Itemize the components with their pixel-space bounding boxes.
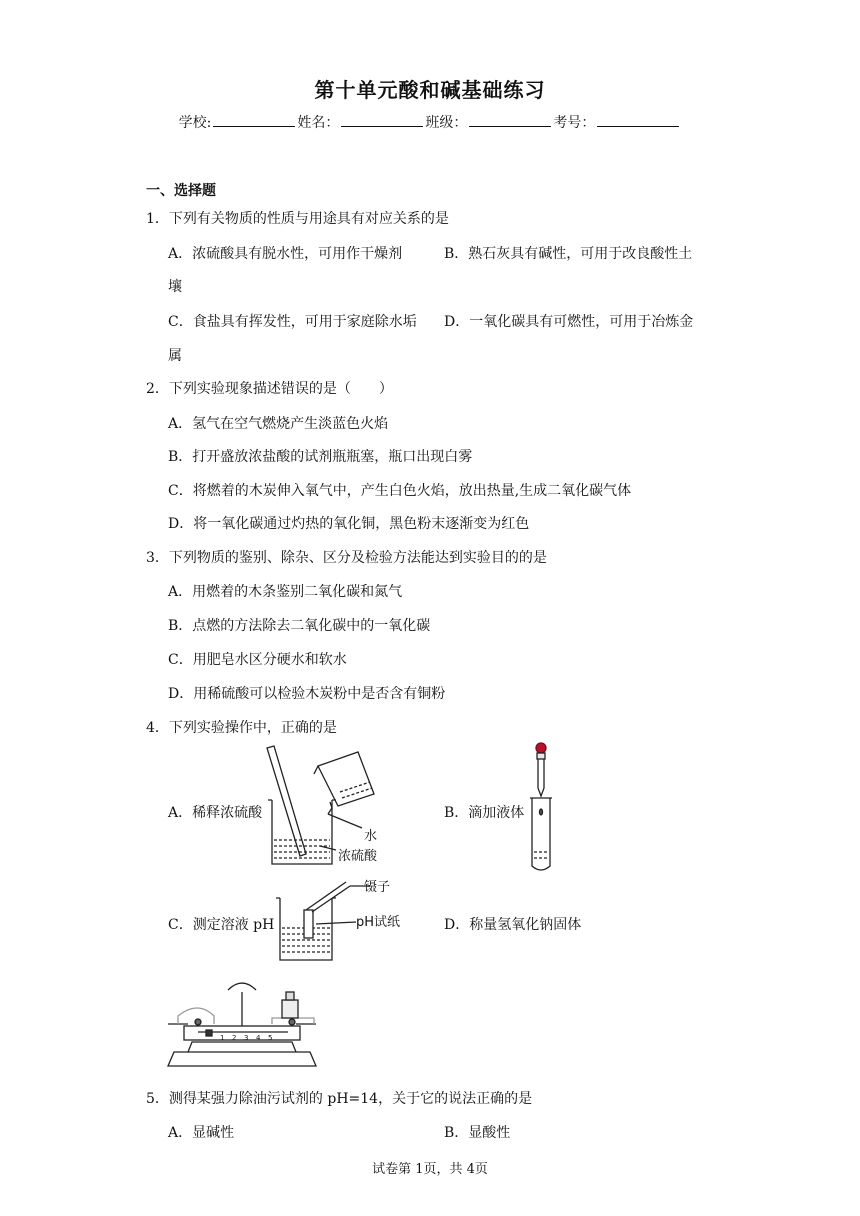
q4-option-b[interactable]: B．滴加液体 [444, 805, 525, 821]
scale-tick-4: 4 [256, 1034, 261, 1042]
q1-option-d[interactable]: D．一氧化碳具有可燃性，可用于冶炼金 [444, 314, 694, 330]
name-blank[interactable] [341, 112, 423, 127]
q3-option-d[interactable]: D．用稀硫酸可以检验木炭粉中是否含有铜粉 [168, 686, 446, 702]
balance-scale-figure [158, 970, 326, 1074]
exam-no-blank[interactable] [597, 112, 679, 127]
beaker-dilution-figure [262, 744, 402, 868]
water-label: 水 [364, 829, 378, 844]
q5-option-b[interactable]: B．显酸性 [444, 1125, 511, 1141]
q3-option-c[interactable]: C．用肥皂水区分硬水和软水 [168, 652, 347, 668]
q4-option-a[interactable]: A．稀释浓硫酸 [168, 805, 263, 821]
q5-stem: 5．测得某强力除油污试剂的 pH=14，关于它的说法正确的是 [146, 1091, 533, 1107]
q1-stem: 1．下列有关物质的性质与用途具有对应关系的是 [146, 211, 449, 227]
q1-option-c[interactable]: C．食盐具有挥发性，可用于家庭除水垢 [168, 314, 417, 330]
page-footer: 试卷第 1页，共 4页 [372, 1162, 488, 1177]
class-blank[interactable] [469, 112, 551, 127]
scale-tick-5: 5 [268, 1034, 273, 1042]
exam-no-label: 考号： [553, 115, 596, 131]
scale-tick-2: 2 [232, 1034, 237, 1042]
dropper-test-tube-figure [524, 740, 560, 876]
q2-option-b[interactable]: B．打开盛放浓盐酸的试剂瓶瓶塞，瓶口出现白雾 [168, 449, 473, 465]
q2-stem: 2．下列实验现象描述错误的是（ ） [146, 381, 393, 397]
q3-option-b[interactable]: B．点燃的方法除去二氧化碳中的一氧化碳 [168, 618, 431, 634]
q1-option-d-cont: 属 [168, 348, 182, 364]
q2-option-c[interactable]: C．将燃着的木炭伸入氧气中，产生白色火焰，放出热量,生成二氧化碳气体 [168, 483, 632, 499]
student-info-line [0, 112, 860, 132]
class-label: 班级： [425, 115, 468, 131]
q4-option-c[interactable]: C．测定溶液 pH [168, 917, 275, 933]
page-title: 第十单元酸和碱基础练习 [314, 78, 546, 102]
ph-test-figure [270, 876, 410, 962]
school-label: 学校: [178, 115, 212, 131]
q4-option-d[interactable]: D．称量氢氧化钠固体 [444, 917, 582, 933]
q2-option-a[interactable]: A．氢气在空气燃烧产生淡蓝色火焰 [168, 416, 389, 432]
acid-label: 浓硫酸 [338, 849, 378, 864]
q1-option-a[interactable]: A．浓硫酸具有脱水性，可用作干燥剂 [168, 246, 403, 262]
name-label: 姓名： [297, 115, 340, 131]
q2-option-d[interactable]: D．将一氧化碳通过灼热的氧化铜，黑色粉末逐渐变为红色 [168, 516, 530, 532]
q3-option-a[interactable]: A．用燃着的木条鉴别二氧化碳和氮气 [168, 584, 403, 600]
dropper-bulb [536, 743, 546, 753]
scale-tick-1: 1 [220, 1034, 225, 1042]
q5-option-a[interactable]: A．显碱性 [168, 1125, 235, 1141]
ph-paper-label: pH试纸 [356, 915, 401, 930]
section-heading: 一、选择题 [146, 183, 216, 199]
scale-tick-3: 3 [244, 1034, 249, 1042]
q4-stem: 4．下列实验操作中，正确的是 [146, 720, 337, 736]
school-blank[interactable] [213, 112, 295, 127]
q1-option-b[interactable]: B．熟石灰具有碱性，可用于改良酸性土 [444, 246, 693, 262]
q1-option-b-cont: 壤 [168, 279, 182, 295]
q3-stem: 3．下列物质的鉴别、除杂、区分及检验方法能达到实验目的的是 [146, 550, 547, 566]
tweezers-label: 镊子 [364, 880, 391, 895]
